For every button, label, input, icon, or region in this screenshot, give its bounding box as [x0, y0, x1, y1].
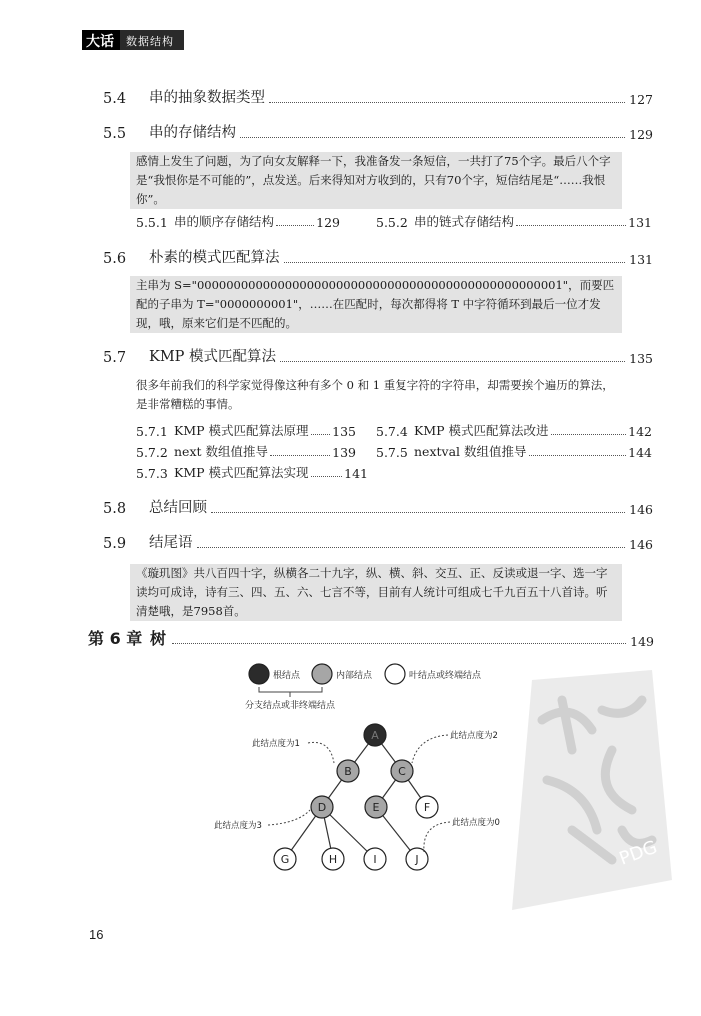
toc-num: 5.7.2	[136, 445, 168, 460]
toc-title: 结尾语	[149, 535, 193, 551]
toc-page: 135	[629, 351, 653, 366]
annotation-degree-0	[424, 817, 500, 852]
toc-title: 串的抽象数据类型	[149, 90, 265, 106]
watermark-text: PDG	[616, 836, 661, 870]
leader-dots	[551, 434, 627, 435]
toc-page: 131	[628, 215, 652, 230]
toc-num: 5.5	[103, 126, 127, 142]
chapter-title: 树	[150, 629, 167, 648]
toc-num: 5.7.1	[136, 424, 168, 439]
node-f	[416, 796, 438, 818]
node-h	[322, 848, 344, 870]
toc-entry-5-5-2[interactable]	[376, 212, 652, 230]
node-c	[391, 760, 413, 782]
internal-node-swatch	[312, 664, 332, 684]
toc-entry-5-8[interactable]	[103, 496, 653, 517]
svg-text:B: B	[344, 765, 352, 778]
section-note-5-5: 感情上发生了问题，为了向女友解释一下，我准备发一条短信，一共打了75个字。最后八个字是“我恨你是不可能的”，点发送。后来得知对方收到的，只有70个字，短信结尾是“……我恨你”。	[130, 152, 622, 209]
leader-dots	[270, 455, 330, 456]
leader-dots	[311, 476, 343, 477]
toc-title: 串的链式存储结构	[414, 214, 515, 229]
leader-dots	[269, 102, 625, 103]
section-note-5-6: 主串为 S="00000000000000000000000000000000000000000000000001"，而要匹配的子串为 T="0000000001"，……在匹配时，每次都得将 T 中字符循环到最后一位才发现，哦，原来它们是不匹配的。	[130, 276, 622, 333]
leader-dots	[529, 455, 627, 456]
leader-dots	[240, 137, 625, 138]
svg-text:I: I	[373, 853, 377, 866]
annotation-degree-1	[252, 738, 334, 763]
svg-text:E: E	[372, 801, 380, 814]
tree-edges	[285, 735, 427, 859]
node-d	[311, 796, 333, 818]
toc-title: 总结回顾	[149, 500, 207, 516]
toc-entry-5-7-1[interactable]	[136, 421, 356, 439]
annotation-degree-2	[412, 730, 498, 763]
toc-entry-5-7-2[interactable]	[136, 442, 356, 460]
svg-text:G: G	[280, 853, 290, 866]
toc-num: 5.7.5	[376, 445, 408, 460]
section-note-5-7: 很多年前我们的科学家觉得像这种有多个 0 和 1 重复字符的字符串，却需要挨个遍历的算法，是非常糟糕的事情。	[136, 378, 614, 411]
svg-text:H: H	[328, 853, 338, 866]
leader-dots	[280, 361, 625, 362]
svg-text:此结点度为2: 此结点度为2	[450, 731, 498, 741]
leader-dots	[516, 225, 626, 226]
toc-num: 5.5.2	[376, 215, 408, 230]
node-e	[365, 796, 387, 818]
toc-num: 5.7.4	[376, 424, 408, 439]
toc-num: 5.7.3	[136, 466, 168, 481]
legend-root-label: 根结点	[273, 671, 301, 681]
node-b	[337, 760, 359, 782]
node-a	[364, 724, 386, 746]
toc-num: 5.4	[103, 91, 127, 107]
toc-page: 135	[332, 424, 356, 439]
toc-title: 串的顺序存储结构	[174, 214, 275, 229]
toc-entry-5-7-4[interactable]	[376, 421, 652, 439]
leader-dots	[284, 262, 626, 263]
section-note-5-9: 《璇玑图》共八百四十字，纵横各二十九字，纵、横、斜、交互、正、反读或退一字、选一字读均可成诗，诗有三、四、五、六、七言不等，目前有人统计可组成七千九百五十八首诗。听清楚哦，是7958首。	[130, 564, 622, 621]
node-g	[274, 848, 296, 870]
node-j	[406, 848, 428, 870]
svg-text:F: F	[423, 801, 431, 814]
node-i	[364, 848, 386, 870]
toc-num: 5.9	[103, 536, 127, 552]
toc-num: 5.8	[103, 501, 127, 517]
toc-entry-5-7[interactable]	[103, 345, 653, 366]
toc-num: 5.6	[103, 251, 127, 267]
toc-page: 146	[629, 502, 653, 517]
toc-page: 142	[628, 424, 652, 439]
svg-text:C: C	[398, 765, 406, 778]
legend-branch-label: 分支结点或非终端结点	[245, 701, 336, 711]
toc-title: next 数组值推导	[174, 444, 268, 459]
toc-page: 144	[628, 445, 652, 460]
toc-page: 129	[316, 215, 340, 230]
toc-page: 129	[629, 127, 653, 142]
diagram-legend	[245, 664, 482, 711]
toc-entry-5-6[interactable]	[103, 246, 653, 267]
leader-dots	[276, 225, 314, 226]
toc-title: KMP 模式匹配算法实现	[174, 465, 309, 480]
svg-text:此结点度为1: 此结点度为1	[252, 739, 300, 749]
chapter-label: 第 6 章	[88, 629, 143, 648]
svg-text:A: A	[371, 729, 379, 742]
toc-page: 141	[344, 466, 368, 481]
svg-text:此结点度为0: 此结点度为0	[452, 818, 500, 828]
toc-entry-5-7-5[interactable]	[376, 442, 652, 460]
leaf-node-swatch	[385, 664, 405, 684]
toc-title: KMP 模式匹配算法改进	[414, 423, 549, 438]
toc-entry-5-5-1[interactable]	[136, 212, 340, 230]
toc-page: 149	[630, 634, 654, 649]
root-node-swatch	[249, 664, 269, 684]
toc-page: 146	[629, 537, 653, 552]
leader-dots	[197, 547, 626, 548]
toc-page: 127	[629, 92, 653, 107]
leader-dots	[172, 643, 626, 644]
toc-title: 串的存储结构	[149, 125, 236, 141]
book-title-sub: 数据结构	[120, 30, 184, 50]
toc-entry-5-9[interactable]	[103, 531, 653, 552]
leader-dots	[311, 434, 331, 435]
toc-entry-5-5[interactable]	[103, 121, 653, 142]
svg-text:此结点度为3: 此结点度为3	[214, 821, 262, 831]
toc-num: 5.5.1	[136, 215, 168, 230]
toc-entry-5-4[interactable]	[103, 86, 653, 107]
legend-bracket	[259, 687, 322, 697]
legend-internal-label: 内部结点	[336, 671, 373, 681]
book-title-main: 大话	[82, 30, 120, 50]
svg-text:D: D	[317, 801, 327, 814]
toc-num: 5.7	[103, 350, 127, 366]
toc-entry-chapter-6[interactable]	[88, 626, 654, 649]
svg-text:J: J	[415, 853, 419, 866]
toc-title: KMP 模式匹配算法原理	[174, 423, 309, 438]
leader-dots	[211, 512, 625, 513]
toc-page: 131	[629, 252, 653, 267]
annotation-degree-3	[214, 810, 310, 831]
toc-entry-5-7-3[interactable]	[136, 463, 368, 481]
book-title-badge	[82, 30, 184, 50]
toc-title: KMP 模式匹配算法	[149, 349, 277, 365]
toc-title: 朴素的模式匹配算法	[149, 250, 280, 266]
toc-page: 139	[332, 445, 356, 460]
page-number: 16	[89, 927, 104, 942]
tree-diagram	[190, 655, 550, 880]
toc-title: nextval 数组值推导	[414, 444, 527, 459]
legend-leaf-label: 叶结点或终端结点	[409, 671, 482, 681]
